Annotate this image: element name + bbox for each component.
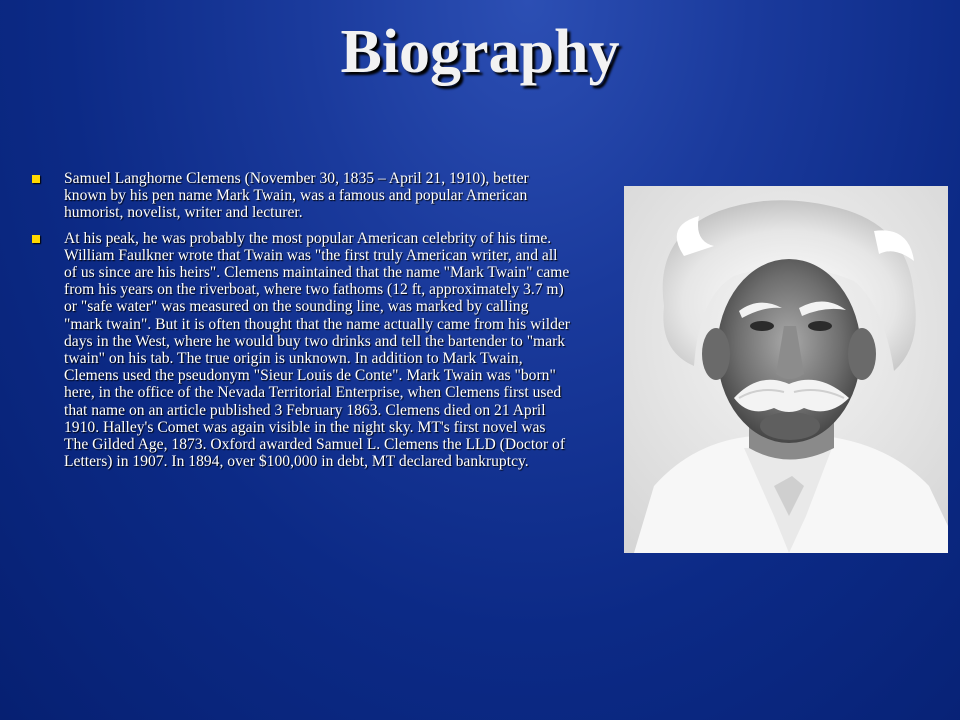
bullet-item — [30, 230, 570, 471]
portrait-image — [624, 186, 948, 553]
bullet-list — [30, 170, 570, 470]
square-bullet-icon — [32, 235, 40, 243]
square-bullet-icon — [32, 175, 40, 183]
slide-body — [30, 170, 570, 478]
bullet-text: Samuel Langhorne Clemens (November 30, 1835 – April 21, 1910), better known by his pen name Mark Twain, was a famous and popular American humorist, novelist, writer and lecturer. — [64, 170, 529, 222]
portrait-photo — [624, 186, 948, 553]
bullet-text: At his peak, he was probably the most popular American celebrity of his time. William Faulkner wrote that Twain was "the first truly American writer, and all of us since are his heirs". Clemens maintained that the name "Mark Twain" came from his years on the riverboat, where two fathoms (12 ft, approximately 3.7 m) or "safe water" was measured on the sounding line, was marked by calling "mark twain". But it is often thought that the name actually came from his wilder days in the West, where he would buy two drinks and tell the bartender to "mark twain" on his tab. The true origin is unknown. In addition to Mark Twain, Clemens used the pseudonym "Sieur Louis de Conte". Mark Twain was "born" here, in the office of the Nevada Territorial Enterprise, when Clemens first used that name on an article published 3 February 1863. Clemens died on 21 April 1910. Halley's Comet was again visible in the night sky. MT's first novel was The Gilded Age, 1873. Oxford awarded Samuel L. Clemens the LLD (Doctor of Letters) in 1907. In 1894, over $100,000 in debt, MT declared bankruptcy. — [64, 229, 570, 471]
bullet-item — [30, 170, 570, 222]
slide-title: Biography — [340, 18, 620, 86]
